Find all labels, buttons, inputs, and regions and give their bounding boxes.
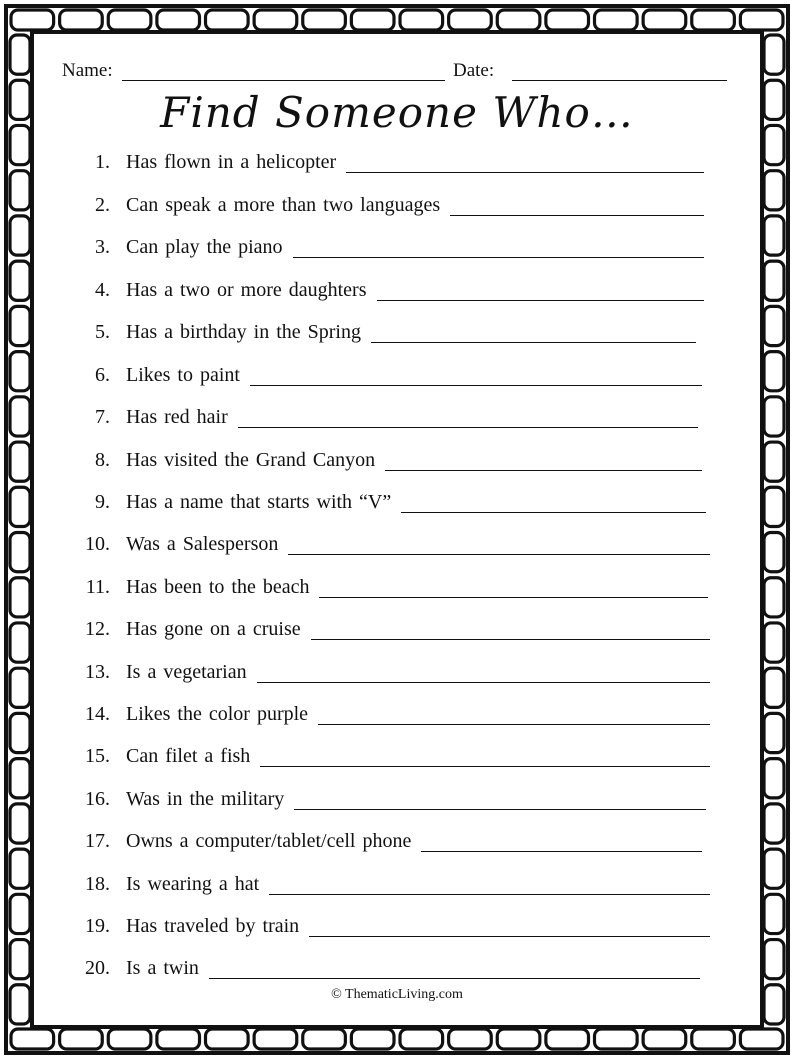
border-brick — [692, 10, 735, 30]
border-brick — [351, 1029, 394, 1049]
item-number: 8. — [95, 449, 110, 471]
page-title: Find Someone Who… — [160, 88, 634, 137]
border-brick — [108, 1029, 151, 1049]
list-item — [84, 236, 714, 266]
answer-blank[interactable] — [319, 597, 708, 598]
item-prompt: Has a two or more daughters — [126, 279, 367, 301]
list-item — [84, 491, 714, 521]
list-item — [84, 703, 714, 733]
answer-blank[interactable] — [260, 766, 710, 767]
item-number: 20. — [85, 957, 110, 979]
copyright-footer: © ThematicLiving.com — [331, 987, 463, 1002]
item-number: 19. — [85, 915, 110, 937]
border-brick — [254, 1029, 297, 1049]
border-brick — [206, 10, 249, 30]
border-brick — [351, 10, 394, 30]
item-prompt: Was in the military — [126, 788, 285, 810]
item-number: 1. — [95, 151, 110, 173]
border-brick — [303, 1029, 346, 1049]
border-brick — [157, 10, 200, 30]
item-prompt: Likes the color purple — [126, 703, 309, 725]
border-brick — [10, 849, 30, 888]
border-brick — [10, 442, 30, 481]
item-prompt: Has visited the Grand Canyon — [126, 449, 376, 471]
item-number: 13. — [85, 661, 110, 683]
border-brick — [10, 261, 30, 300]
border-brick — [643, 1029, 686, 1049]
border-brick — [595, 1029, 638, 1049]
border-brick — [643, 10, 686, 30]
border-brick — [10, 397, 30, 436]
item-prompt: Is a twin — [126, 957, 199, 979]
border-brick — [740, 1029, 783, 1049]
item-prompt: Has been to the beach — [126, 576, 310, 598]
border-brick — [10, 216, 30, 255]
answer-blank[interactable] — [309, 936, 710, 937]
border-brick — [546, 1029, 589, 1049]
border-brick — [764, 578, 784, 617]
border-brick — [449, 1029, 492, 1049]
answer-blank[interactable] — [318, 724, 710, 725]
list-item — [84, 321, 714, 351]
item-prompt: Has a birthday in the Spring — [126, 321, 361, 343]
item-number: 12. — [85, 618, 110, 640]
item-prompt: Has traveled by train — [126, 915, 300, 937]
list-item — [84, 194, 714, 224]
item-prompt: Can filet a fish — [126, 745, 251, 767]
border-brick — [764, 804, 784, 843]
border-brick — [303, 10, 346, 30]
item-prompt: Likes to paint — [126, 364, 240, 386]
border-brick — [764, 216, 784, 255]
border-brick — [11, 1029, 54, 1049]
border-brick — [740, 10, 783, 30]
header-row — [62, 58, 730, 84]
list-item — [84, 661, 714, 691]
border-brick — [10, 668, 30, 707]
answer-blank[interactable] — [288, 554, 710, 555]
border-brick — [764, 533, 784, 572]
item-number: 11. — [85, 576, 110, 598]
border-brick — [764, 623, 784, 662]
list-item — [84, 618, 714, 648]
border-brick — [10, 306, 30, 345]
list-item — [84, 957, 714, 987]
answer-blank[interactable] — [257, 682, 710, 683]
list-item — [84, 279, 714, 309]
answer-blank[interactable] — [421, 851, 702, 852]
item-prompt: Was a Salesperson — [126, 533, 279, 555]
item-number: 15. — [85, 745, 110, 767]
item-number: 5. — [95, 321, 110, 343]
border-brick — [764, 940, 784, 979]
item-prompt: Is a vegetarian — [126, 661, 247, 683]
border-brick — [764, 442, 784, 481]
border-brick — [10, 940, 30, 979]
item-number: 4. — [95, 279, 110, 301]
answer-blank[interactable] — [269, 894, 710, 895]
list-item — [84, 915, 714, 945]
item-prompt: Can play the piano — [126, 236, 283, 258]
item-prompt: Owns a computer/tablet/cell phone — [126, 830, 412, 852]
answer-blank[interactable] — [238, 427, 698, 428]
border-brick — [10, 623, 30, 662]
item-number: 2. — [95, 194, 110, 216]
border-brick — [11, 10, 54, 30]
answer-blank[interactable] — [346, 172, 704, 173]
border-brick — [10, 487, 30, 526]
answer-blank[interactable] — [293, 257, 704, 258]
border-brick — [595, 10, 638, 30]
answer-blank[interactable] — [371, 342, 696, 343]
item-prompt: Has red hair — [126, 406, 228, 428]
border-brick — [10, 352, 30, 391]
answer-blank[interactable] — [377, 300, 704, 301]
border-brick — [764, 397, 784, 436]
border-brick — [400, 1029, 443, 1049]
border-brick — [60, 10, 103, 30]
item-number: 3. — [95, 236, 110, 258]
border-brick — [108, 10, 151, 30]
answer-blank[interactable] — [250, 385, 702, 386]
list-item — [84, 873, 714, 903]
border-brick — [254, 10, 297, 30]
border-brick — [692, 1029, 735, 1049]
answer-blank[interactable] — [401, 512, 706, 513]
border-brick — [10, 713, 30, 752]
border-brick — [449, 10, 492, 30]
border-brick — [764, 171, 784, 210]
date-label: Date: — [453, 60, 495, 81]
item-prompt: Has a name that starts with “V” — [126, 491, 392, 513]
border-brick — [764, 352, 784, 391]
border-brick — [764, 261, 784, 300]
border-brick — [400, 10, 443, 30]
answer-blank[interactable] — [209, 978, 700, 979]
border-brick — [764, 487, 784, 526]
border-brick — [546, 10, 589, 30]
border-brick — [764, 849, 784, 888]
border-brick — [764, 306, 784, 345]
name-label: Name: — [62, 60, 113, 81]
item-number: 17. — [85, 830, 110, 852]
item-number: 16. — [85, 788, 110, 810]
border-brick — [10, 533, 30, 572]
border-brick — [497, 10, 540, 30]
item-prompt: Can speak a more than two languages — [126, 194, 441, 216]
item-number: 18. — [85, 873, 110, 895]
list-item — [84, 449, 714, 479]
border-brick — [764, 35, 784, 74]
border-brick — [497, 1029, 540, 1049]
date-field[interactable] — [512, 80, 727, 81]
border-brick — [206, 1029, 249, 1049]
list-item — [84, 745, 714, 775]
item-prompt: Has gone on a cruise — [126, 618, 301, 640]
item-number: 7. — [95, 406, 110, 428]
list-item — [84, 533, 714, 563]
item-number: 14. — [85, 703, 110, 725]
item-prompt: Has flown in a helicopter — [126, 151, 337, 173]
answer-blank[interactable] — [450, 215, 704, 216]
border-brick — [60, 1029, 103, 1049]
list-item — [84, 830, 714, 860]
item-number: 9. — [95, 491, 110, 513]
border-brick — [10, 759, 30, 798]
list-item — [84, 364, 714, 394]
list-item — [84, 576, 714, 606]
border-brick — [764, 713, 784, 752]
answer-blank[interactable] — [311, 639, 710, 640]
border-brick — [10, 894, 30, 933]
item-number: 10. — [85, 533, 110, 555]
list-item — [84, 151, 714, 181]
item-prompt: Is wearing a hat — [126, 873, 260, 895]
list-item — [84, 788, 714, 818]
border-brick — [10, 578, 30, 617]
border-brick — [764, 894, 784, 933]
answer-blank[interactable] — [294, 809, 706, 810]
border-brick — [764, 668, 784, 707]
border-brick — [10, 35, 30, 74]
border-brick — [764, 759, 784, 798]
border-brick — [157, 1029, 200, 1049]
item-number: 6. — [95, 364, 110, 386]
answer-blank[interactable] — [385, 470, 702, 471]
border-brick — [10, 804, 30, 843]
name-field[interactable] — [122, 80, 445, 81]
border-brick — [10, 171, 30, 210]
list-item — [84, 406, 714, 436]
